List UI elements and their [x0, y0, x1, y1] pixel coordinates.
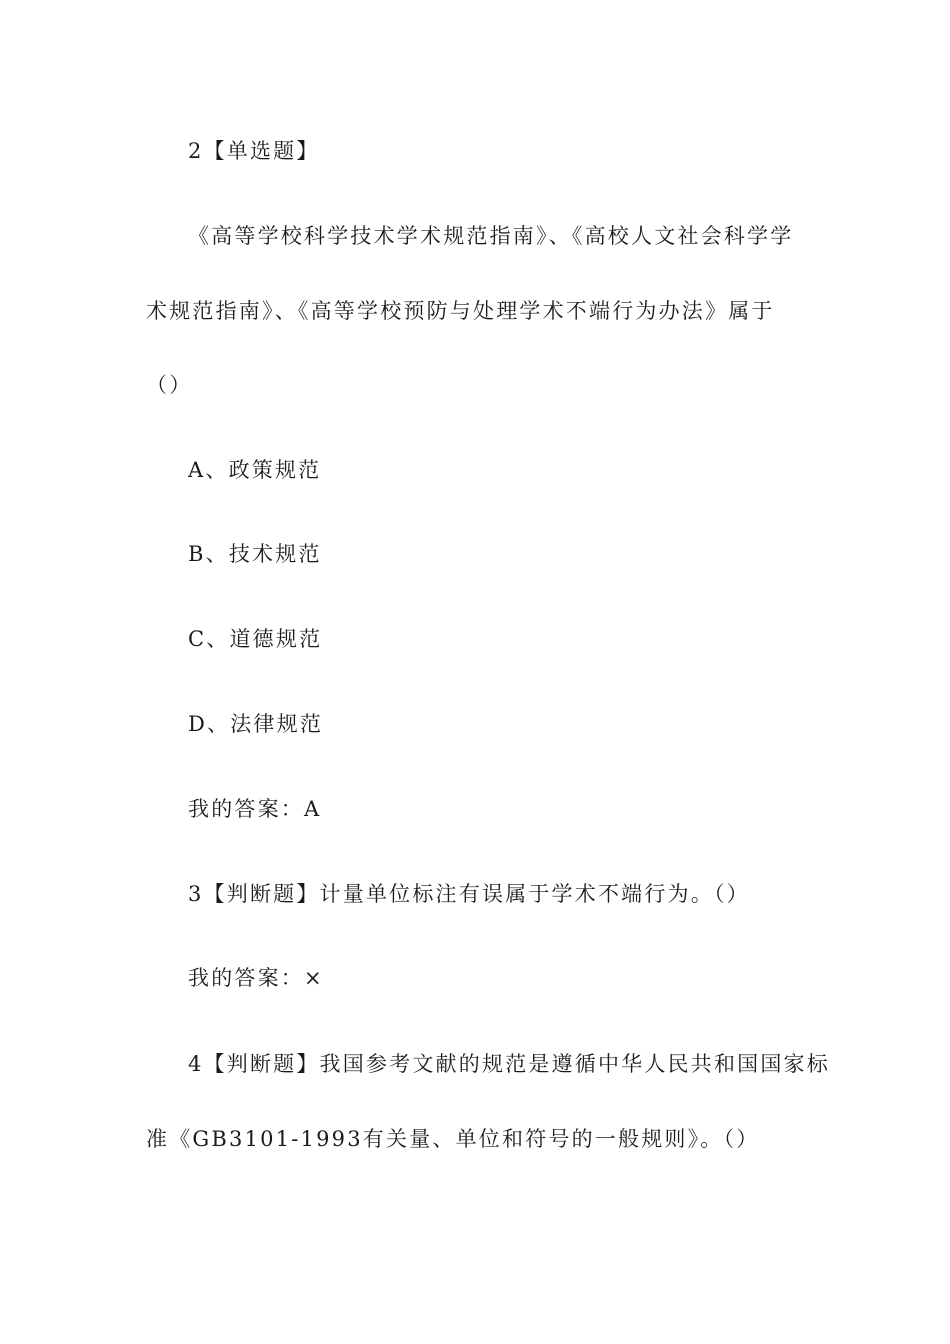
question-2-header: 2【单选题】: [188, 139, 320, 163]
option-b: B、技术规范: [188, 542, 322, 566]
question-3-text: 3【判断题】计量单位标注有误属于学术不端行为。（）: [188, 882, 750, 906]
question-4-text-line-2: 准《GB3101-1993有关量、单位和符号的一般规则》。（）: [146, 1127, 760, 1151]
question-2-text-line-3: （）: [146, 373, 193, 397]
question-2-answer: 我的答案：A: [188, 797, 322, 821]
option-c: C、道德规范: [188, 627, 323, 651]
option-d: D、法律规范: [188, 712, 324, 736]
question-4-text-line-1: 4【判断题】我国参考文献的规范是遵循中华人民共和国国家标: [188, 1052, 830, 1076]
option-a: A、政策规范: [188, 458, 322, 482]
question-2-text-line-2: 术规范指南》、《高等学校预防与处理学术不端行为办法》属于: [146, 299, 775, 323]
question-2-text-line-1: 《高等学校科学技术学术规范指南》、《高校人文社会科学学: [188, 224, 794, 248]
question-3-answer: 我的答案：×: [188, 966, 324, 990]
